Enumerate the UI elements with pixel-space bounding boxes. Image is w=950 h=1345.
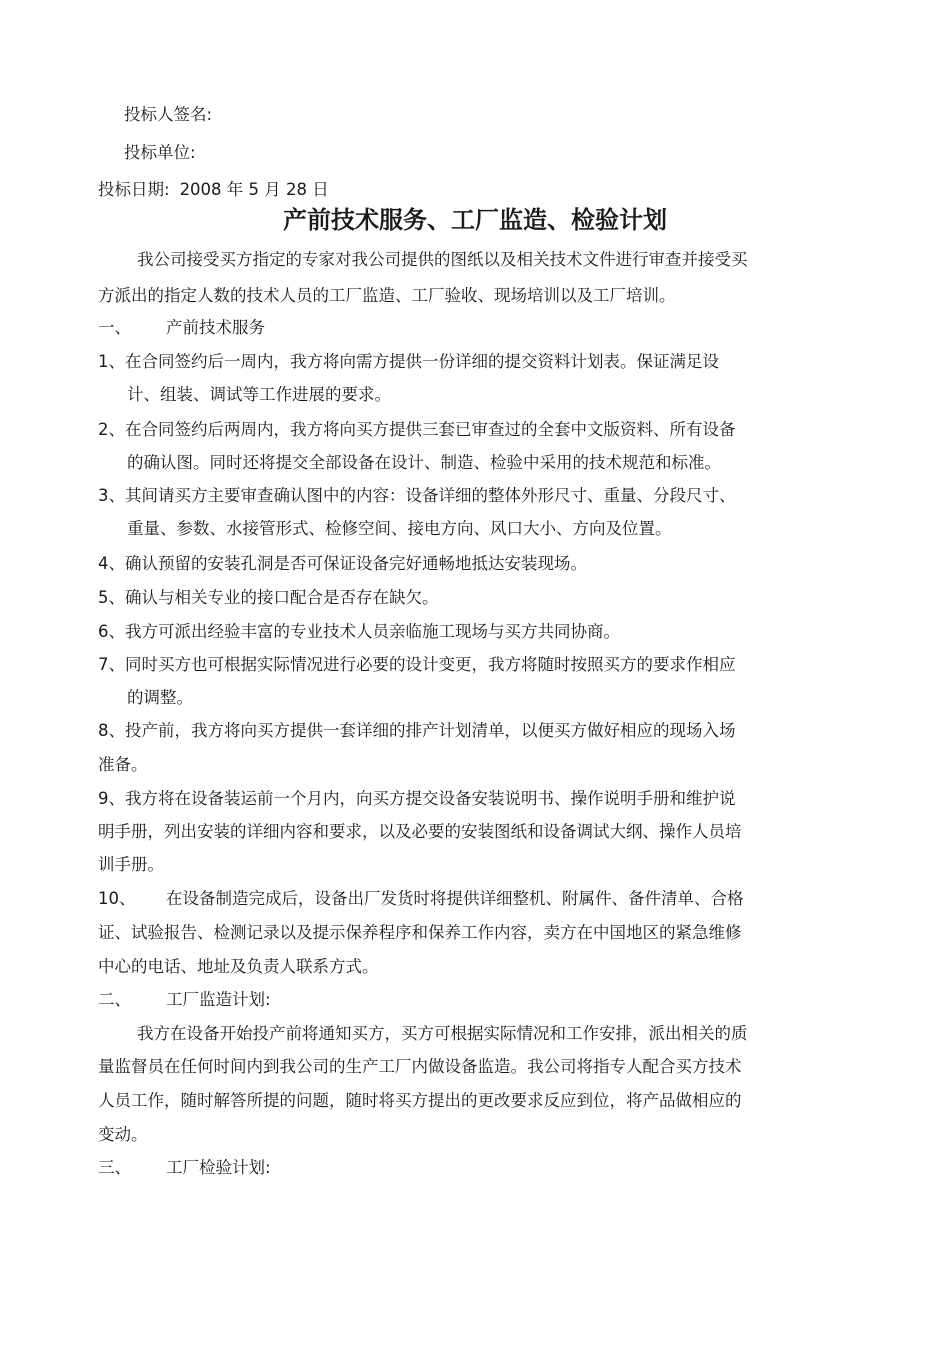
section2-number: 二、 [98, 990, 131, 1009]
item-1-line-2: 计、组装、调试等工作进展的要求。 [127, 385, 391, 404]
bid-date-value: 2008 年 5 月 28 日 [179, 180, 329, 199]
item-2-line-2: 的确认图。同时还将提交全部设备在设计、制造、检验中采用的技术规范和标准。 [127, 453, 721, 472]
item-9-line-3: 训手册。 [98, 855, 164, 874]
item-5: 5、确认与相关专业的接口配合是否存在缺欠。 [98, 588, 439, 607]
bid-date-row [98, 178, 329, 202]
section2-body-line-3: 人员工作，随时解答所提的问题，随时将买方提出的更改要求反应到位，将产品做相应的 [98, 1091, 742, 1110]
item-9-line-2: 明手册，列出安装的详细内容和要求，以及必要的安装图纸和设备调试大纲、操作人员培 [98, 822, 742, 841]
document-title: 产前技术服务、工厂监造、检验计划 [283, 206, 667, 234]
item-8-line-2: 准备。 [98, 755, 148, 774]
item-3-line-1: 3、其间请买方主要审查确认图中的内容：设备详细的整体外形尺寸、重量、分段尺寸、 [98, 486, 736, 505]
item-7-line-1: 7、同时买方也可根据实际情况进行必要的设计变更，我方将随时按照买方的要求作相应 [98, 655, 736, 674]
item-8-line-1: 8、投产前，我方将向买方提供一套详细的排产计划清单，以便买方做好相应的现场入场 [98, 721, 736, 740]
item-10-line-3: 中心的电话、地址及负责人联系方式。 [98, 957, 379, 976]
intro-line-2: 方派出的指定人数的技术人员的工厂监造、工厂验收、现场培训以及工厂培训。 [98, 286, 676, 305]
section2-body-line-1: 我方在设备开始投产前将通知买方，买方可根据实际情况和工作安排，派出相关的质 [137, 1024, 748, 1043]
item-3-line-2: 重量、参数、水接管形式、检修空间、接电方向、风口大小、方向及位置。 [127, 519, 672, 538]
item-10-line-1: 在设备制造完成后，设备出厂发货时将提供详细整机、附属件、备件清单、合格 [166, 889, 744, 908]
section2-title: 工厂监造计划: [166, 990, 271, 1009]
section1-number: 一、 [98, 318, 131, 337]
section3-number: 三、 [98, 1158, 131, 1177]
section2-body-line-4: 变动。 [98, 1125, 148, 1144]
item-2-line-1: 2、在合同签约后两周内，我方将向买方提供三套已审查过的全套中文版资料、所有设备 [98, 420, 736, 439]
signature-label: 投标人签名: [124, 105, 213, 124]
item-10-number: 10、 [98, 889, 136, 908]
item-7-line-2: 的调整。 [127, 688, 193, 707]
item-10-line-2: 证、试验报告、检测记录以及提示保养程序和保养工作内容，卖方在中国地区的紧急维修 [98, 923, 742, 942]
intro-line-1: 我公司接受买方指定的专家对我公司提供的图纸以及相关技术文件进行审查并接受买 [137, 250, 748, 269]
item-1-line-1: 1、在合同签约后一周内，我方将向需方提供一份详细的提交资料计划表。保证满足设 [98, 352, 719, 371]
item-4: 4、确认预留的安装孔洞是否可保证设备完好通畅地抵达安装现场。 [98, 554, 587, 573]
bidder-unit-label: 投标单位: [124, 143, 196, 162]
section2-body-line-2: 量监督员在任何时间内到我公司的生产工厂内做设备监造。我公司将指专人配合买方技术 [98, 1057, 742, 1076]
section3-title: 工厂检验计划: [166, 1158, 271, 1177]
section1-title: 产前技术服务 [166, 318, 265, 337]
item-9-line-1: 9、我方将在设备装运前一个月内，向买方提交设备安装说明书、操作说明手册和维护说 [98, 789, 736, 808]
item-6: 6、我方可派出经验丰富的专业技术人员亲临施工现场与买方共同协商。 [98, 622, 620, 641]
bid-date-label: 投标日期: [98, 180, 170, 199]
